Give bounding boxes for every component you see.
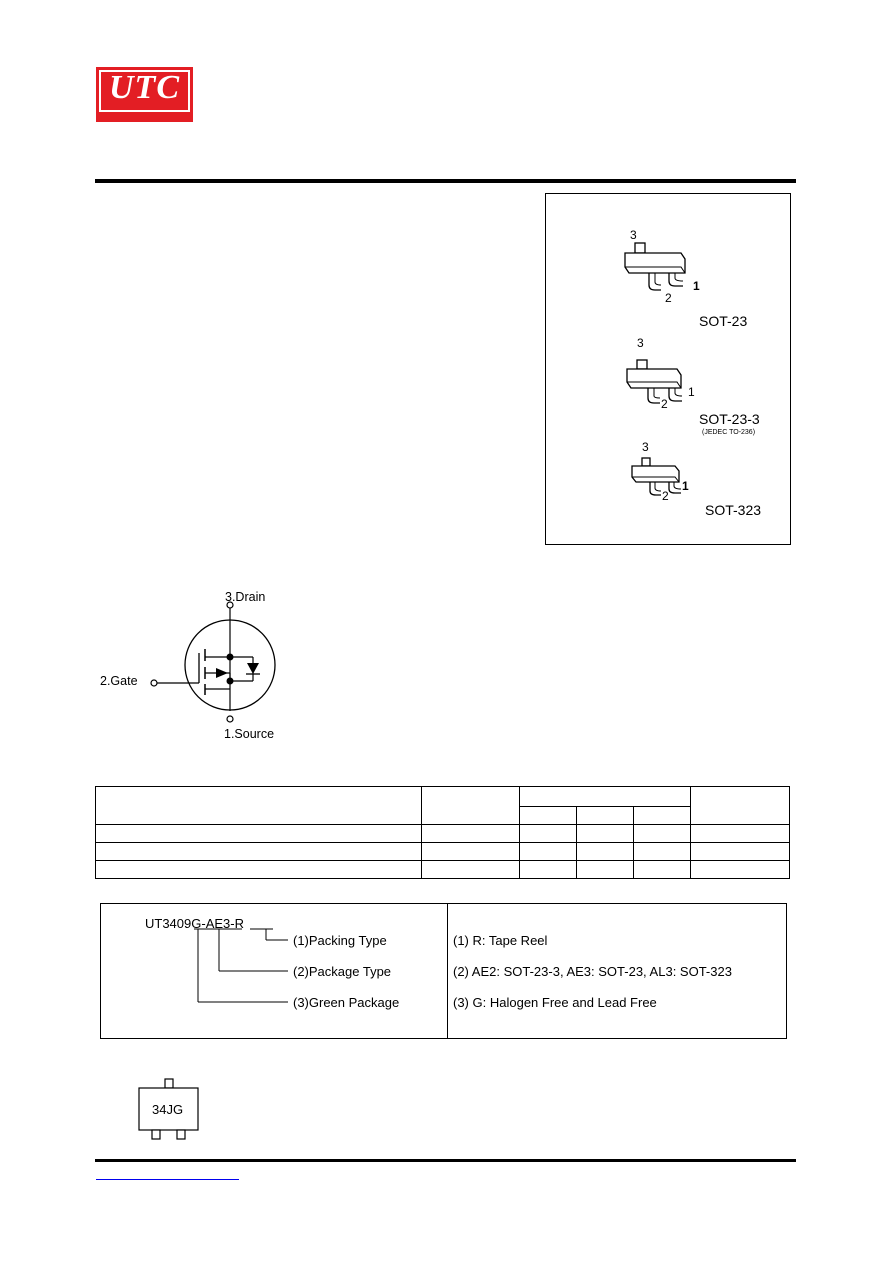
part-prefix: UT3409 (145, 916, 192, 931)
sot23-3-drawing (627, 360, 682, 403)
field-desc-packing (453, 933, 547, 948)
sot23-pin-1: 1 (693, 279, 700, 293)
sot23-pin-2: 2 (665, 291, 672, 305)
table-cell (634, 825, 691, 843)
field-desc-green (453, 995, 657, 1010)
source-label: 1.Source (224, 727, 275, 741)
desc-num: (1) (453, 933, 473, 948)
sot23-3-pin-1: 1 (688, 385, 695, 399)
desc-num: (2) (453, 964, 472, 979)
table-cell (421, 787, 520, 825)
part-dash: - (230, 916, 235, 931)
table-cell (96, 787, 422, 825)
table-cell (634, 861, 691, 879)
header-rule (95, 179, 796, 183)
table-cell (691, 843, 790, 861)
field-text: Green Package (308, 995, 400, 1010)
field-num: (2) (293, 964, 309, 979)
footer-rule (95, 1159, 796, 1162)
utc-logo (96, 67, 193, 122)
sot323-pin-2: 2 (662, 489, 669, 503)
sot23-3-note: (JEDEC TO-236) (702, 429, 756, 436)
ratings-table (95, 786, 790, 879)
table-cell (520, 825, 577, 843)
desc-num: (3) (453, 995, 473, 1010)
table-cell (691, 825, 790, 843)
part-dash: - (201, 916, 206, 931)
sot323-drawing (632, 458, 681, 495)
sot323-pin-1: 1 (682, 479, 689, 493)
table-cell (577, 861, 634, 879)
gate-label: 2.Gate (100, 674, 138, 688)
sot23-drawing (625, 243, 685, 290)
part-packing: R (234, 916, 245, 931)
table-cell (96, 861, 422, 879)
field-num: (3) (293, 995, 309, 1010)
table-row (96, 825, 790, 843)
table-cell (691, 861, 790, 879)
part-number-leaders (190, 928, 290, 1008)
ordering-divider (447, 903, 448, 1039)
sot23-pin-3: 3 (630, 228, 637, 242)
table-cell (520, 806, 577, 825)
sot323-pin-3: 3 (642, 440, 649, 454)
table-cell (421, 861, 520, 879)
table-cell (96, 843, 422, 861)
website-link[interactable] (96, 1179, 239, 1180)
drain-label: 3.Drain (225, 590, 266, 604)
table-cell (421, 825, 520, 843)
desc-rest: : Halogen Free and Lead Free (482, 995, 657, 1010)
field-label-packing (293, 933, 387, 948)
desc-key: R (472, 933, 482, 948)
sot23-3-label: SOT-23-3 (699, 411, 760, 427)
table-cell (520, 861, 577, 879)
field-desc-package (453, 964, 732, 979)
field-num: (1) (293, 933, 309, 948)
part-green: G (191, 916, 202, 931)
table-cell (634, 843, 691, 861)
sot323-label: SOT-323 (705, 502, 762, 518)
field-label-green (293, 995, 399, 1010)
desc-key: AE2 (471, 964, 497, 979)
table-cell (520, 787, 691, 807)
table-row (96, 861, 790, 879)
field-label-package (293, 964, 391, 979)
part-package: AE3 (205, 916, 231, 931)
table-cell (691, 787, 790, 825)
table-cell (577, 806, 634, 825)
sot23-label: SOT-23 (699, 313, 748, 329)
sot23-3-pin-2: 2 (661, 397, 668, 411)
table-row (96, 843, 790, 861)
sot23-3-pin-3: 3 (637, 336, 644, 350)
marking-code: 34JG (152, 1102, 184, 1117)
table-cell (520, 843, 577, 861)
table-row (96, 787, 790, 807)
desc-key: G (472, 995, 483, 1010)
table-cell (96, 825, 422, 843)
desc-rest: : SOT-23-3, AE3: SOT-23, AL3: SOT-323 (496, 964, 732, 979)
table-cell (634, 806, 691, 825)
table-cell (577, 825, 634, 843)
table-cell (421, 843, 520, 861)
logo-text: UTC (109, 69, 180, 106)
field-text: Packing Type (308, 933, 387, 948)
desc-rest: : Tape Reel (481, 933, 548, 948)
table-cell (577, 843, 634, 861)
field-text: Package Type (308, 964, 392, 979)
mosfet-schematic (140, 595, 300, 735)
